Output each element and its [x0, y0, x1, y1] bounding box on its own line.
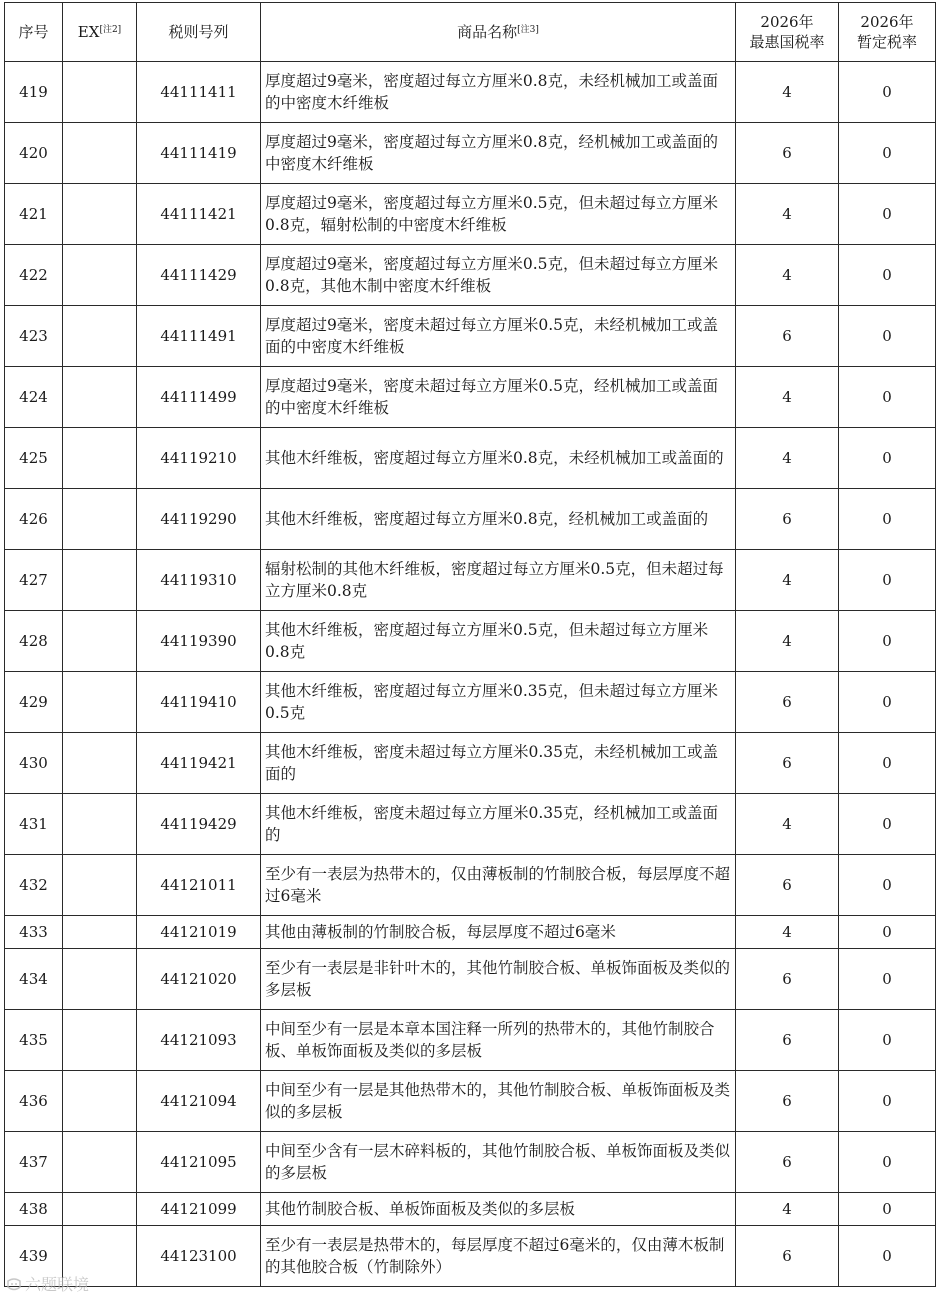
cell-name: 其他竹制胶合板、单板饰面板及类似的多层板	[261, 1193, 736, 1226]
cell-code: 44121095	[137, 1132, 261, 1193]
cell-ex	[63, 367, 137, 428]
table-row	[5, 672, 936, 733]
cell-code: 44119210	[137, 428, 261, 489]
cell-ex	[63, 489, 137, 550]
cell-mfn-rate: 6	[736, 1010, 839, 1071]
header-ex-note: [注2]	[99, 25, 122, 35]
cell-code: 44111419	[137, 123, 261, 184]
cell-mfn-rate: 6	[736, 489, 839, 550]
table-row	[5, 367, 936, 428]
cell-seq: 421	[5, 184, 63, 245]
header-provisional-rate: 2026年 暂定税率	[839, 3, 936, 62]
cell-name: 厚度超过9毫米，密度超过每立方厘米0.5克，但未超过每立方厘米0.8克，辐射松制的中密度木纤维板	[261, 184, 736, 245]
cell-code: 44119310	[137, 550, 261, 611]
cell-seq: 431	[5, 794, 63, 855]
cell-provisional-rate: 0	[839, 855, 936, 916]
cell-code: 44111411	[137, 62, 261, 123]
cell-seq: 420	[5, 123, 63, 184]
cell-provisional-rate: 0	[839, 245, 936, 306]
cell-seq: 426	[5, 489, 63, 550]
cell-ex	[63, 306, 137, 367]
table-row	[5, 245, 936, 306]
cell-mfn-rate: 4	[736, 245, 839, 306]
cell-seq: 422	[5, 245, 63, 306]
cell-name: 其他木纤维板，密度超过每立方厘米0.35克，但未超过每立方厘米0.5克	[261, 672, 736, 733]
cell-provisional-rate: 0	[839, 62, 936, 123]
cell-ex	[63, 733, 137, 794]
cell-code: 44121099	[137, 1193, 261, 1226]
cell-ex	[63, 123, 137, 184]
cell-name: 中间至少含有一层木碎料板的，其他竹制胶合板、单板饰面板及类似的多层板	[261, 1132, 736, 1193]
cell-name: 其他木纤维板，密度超过每立方厘米0.8克，经机械加工或盖面的	[261, 489, 736, 550]
cell-name: 其他木纤维板，密度超过每立方厘米0.5克，但未超过每立方厘米0.8克	[261, 611, 736, 672]
cell-provisional-rate: 0	[839, 1132, 936, 1193]
cell-seq: 436	[5, 1071, 63, 1132]
cell-mfn-rate: 4	[736, 916, 839, 949]
cell-mfn-rate: 4	[736, 794, 839, 855]
table-row	[5, 123, 936, 184]
cell-provisional-rate: 0	[839, 1071, 936, 1132]
tariff-table	[4, 2, 936, 1287]
cell-ex	[63, 62, 137, 123]
cell-code: 44119390	[137, 611, 261, 672]
watermark: 六题联境	[6, 1272, 89, 1295]
cell-ex	[63, 550, 137, 611]
cell-name: 至少有一表层为热带木的，仅由薄板制的竹制胶合板，每层厚度不超过6毫米	[261, 855, 736, 916]
cell-name: 厚度超过9毫米，密度超过每立方厘米0.5克，但未超过每立方厘米0.8克，其他木制中密度木纤维板	[261, 245, 736, 306]
watermark-logo-icon	[6, 1278, 22, 1292]
table-row	[5, 489, 936, 550]
cell-ex	[63, 949, 137, 1010]
cell-code: 44119429	[137, 794, 261, 855]
table-row	[5, 733, 936, 794]
cell-mfn-rate: 4	[736, 184, 839, 245]
cell-ex	[63, 1010, 137, 1071]
cell-name: 其他木纤维板，密度超过每立方厘米0.8克，未经机械加工或盖面的	[261, 428, 736, 489]
table-row	[5, 1071, 936, 1132]
table-row	[5, 184, 936, 245]
cell-code: 44119290	[137, 489, 261, 550]
cell-seq: 430	[5, 733, 63, 794]
cell-ex	[63, 184, 137, 245]
table-row	[5, 611, 936, 672]
table-row	[5, 306, 936, 367]
cell-mfn-rate: 4	[736, 428, 839, 489]
cell-ex	[63, 794, 137, 855]
cell-code: 44123100	[137, 1226, 261, 1287]
cell-mfn-rate: 6	[736, 1132, 839, 1193]
cell-name: 厚度超过9毫米，密度未超过每立方厘米0.5克，经机械加工或盖面的中密度木纤维板	[261, 367, 736, 428]
cell-name: 中间至少有一层是本章本国注释一所列的热带木的，其他竹制胶合板、单板饰面板及类似的多层板	[261, 1010, 736, 1071]
cell-mfn-rate: 4	[736, 550, 839, 611]
cell-name: 厚度超过9毫米，密度超过每立方厘米0.8克，经机械加工或盖面的中密度木纤维板	[261, 123, 736, 184]
cell-name: 其他木纤维板，密度未超过每立方厘米0.35克，未经机械加工或盖面的	[261, 733, 736, 794]
cell-ex	[63, 1071, 137, 1132]
table-row	[5, 428, 936, 489]
cell-seq: 428	[5, 611, 63, 672]
cell-code: 44121020	[137, 949, 261, 1010]
table-row	[5, 916, 936, 949]
cell-mfn-rate: 4	[736, 611, 839, 672]
table-row	[5, 1226, 936, 1287]
cell-provisional-rate: 0	[839, 1226, 936, 1287]
cell-ex	[63, 611, 137, 672]
cell-ex	[63, 245, 137, 306]
cell-seq: 424	[5, 367, 63, 428]
cell-code: 44111499	[137, 367, 261, 428]
cell-seq: 425	[5, 428, 63, 489]
cell-mfn-rate: 4	[736, 1193, 839, 1226]
cell-name: 厚度超过9毫米，密度超过每立方厘米0.8克，未经机械加工或盖面的中密度木纤维板	[261, 62, 736, 123]
cell-seq: 432	[5, 855, 63, 916]
cell-provisional-rate: 0	[839, 916, 936, 949]
cell-seq: 435	[5, 1010, 63, 1071]
header-code: 税则号列	[137, 3, 261, 62]
cell-code: 44119421	[137, 733, 261, 794]
cell-ex	[63, 1193, 137, 1226]
table-row	[5, 62, 936, 123]
table-row	[5, 949, 936, 1010]
cell-mfn-rate: 4	[736, 367, 839, 428]
cell-seq: 434	[5, 949, 63, 1010]
cell-provisional-rate: 0	[839, 794, 936, 855]
cell-provisional-rate: 0	[839, 1193, 936, 1226]
cell-seq: 423	[5, 306, 63, 367]
cell-mfn-rate: 6	[736, 306, 839, 367]
cell-seq: 433	[5, 916, 63, 949]
cell-code: 44111491	[137, 306, 261, 367]
table-row	[5, 1132, 936, 1193]
cell-code: 44121093	[137, 1010, 261, 1071]
cell-provisional-rate: 0	[839, 949, 936, 1010]
cell-ex	[63, 428, 137, 489]
cell-code: 44121011	[137, 855, 261, 916]
cell-provisional-rate: 0	[839, 184, 936, 245]
table-header-row	[5, 3, 936, 62]
cell-code: 44121094	[137, 1071, 261, 1132]
cell-provisional-rate: 0	[839, 1010, 936, 1071]
header-seq: 序号	[5, 3, 63, 62]
table-row	[5, 855, 936, 916]
cell-seq: 419	[5, 62, 63, 123]
cell-name: 辐射松制的其他木纤维板，密度超过每立方厘米0.5克，但未超过每立方厘米0.8克	[261, 550, 736, 611]
cell-provisional-rate: 0	[839, 672, 936, 733]
cell-mfn-rate: 6	[736, 1226, 839, 1287]
header-name-note: [注3]	[517, 25, 539, 35]
cell-seq: 438	[5, 1193, 63, 1226]
table-row	[5, 1010, 936, 1071]
cell-code: 44121019	[137, 916, 261, 949]
cell-name: 中间至少有一层是其他热带木的，其他竹制胶合板、单板饰面板及类似的多层板	[261, 1071, 736, 1132]
cell-seq: 439	[5, 1226, 63, 1287]
cell-seq: 427	[5, 550, 63, 611]
table-row	[5, 794, 936, 855]
cell-code: 44119410	[137, 672, 261, 733]
cell-ex	[63, 672, 137, 733]
cell-seq: 437	[5, 1132, 63, 1193]
header-ex: EX[注2]	[63, 3, 137, 62]
cell-mfn-rate: 6	[736, 1071, 839, 1132]
cell-provisional-rate: 0	[839, 367, 936, 428]
cell-name: 其他木纤维板，密度未超过每立方厘米0.35克，经机械加工或盖面的	[261, 794, 736, 855]
table-row	[5, 550, 936, 611]
table-row	[5, 1193, 936, 1226]
cell-seq: 429	[5, 672, 63, 733]
cell-mfn-rate: 6	[736, 733, 839, 794]
cell-provisional-rate: 0	[839, 306, 936, 367]
cell-code: 44111429	[137, 245, 261, 306]
cell-provisional-rate: 0	[839, 489, 936, 550]
cell-name: 至少有一表层是热带木的，每层厚度不超过6毫米的，仅由薄木板制的其他胶合板（竹制除外）	[261, 1226, 736, 1287]
cell-provisional-rate: 0	[839, 123, 936, 184]
header-name: 商品名称[注3]	[261, 3, 736, 62]
cell-provisional-rate: 0	[839, 550, 936, 611]
cell-provisional-rate: 0	[839, 611, 936, 672]
cell-ex	[63, 916, 137, 949]
cell-ex	[63, 855, 137, 916]
cell-mfn-rate: 6	[736, 949, 839, 1010]
header-mfn-rate: 2026年 最惠国税率	[736, 3, 839, 62]
cell-name: 至少有一表层是非针叶木的，其他竹制胶合板、单板饰面板及类似的多层板	[261, 949, 736, 1010]
cell-ex	[63, 1132, 137, 1193]
cell-code: 44111421	[137, 184, 261, 245]
cell-provisional-rate: 0	[839, 428, 936, 489]
cell-name: 其他由薄板制的竹制胶合板，每层厚度不超过6毫米	[261, 916, 736, 949]
cell-mfn-rate: 4	[736, 62, 839, 123]
cell-mfn-rate: 6	[736, 672, 839, 733]
cell-mfn-rate: 6	[736, 123, 839, 184]
cell-mfn-rate: 6	[736, 855, 839, 916]
cell-provisional-rate: 0	[839, 733, 936, 794]
cell-name: 厚度超过9毫米，密度未超过每立方厘米0.5克，未经机械加工或盖面的中密度木纤维板	[261, 306, 736, 367]
